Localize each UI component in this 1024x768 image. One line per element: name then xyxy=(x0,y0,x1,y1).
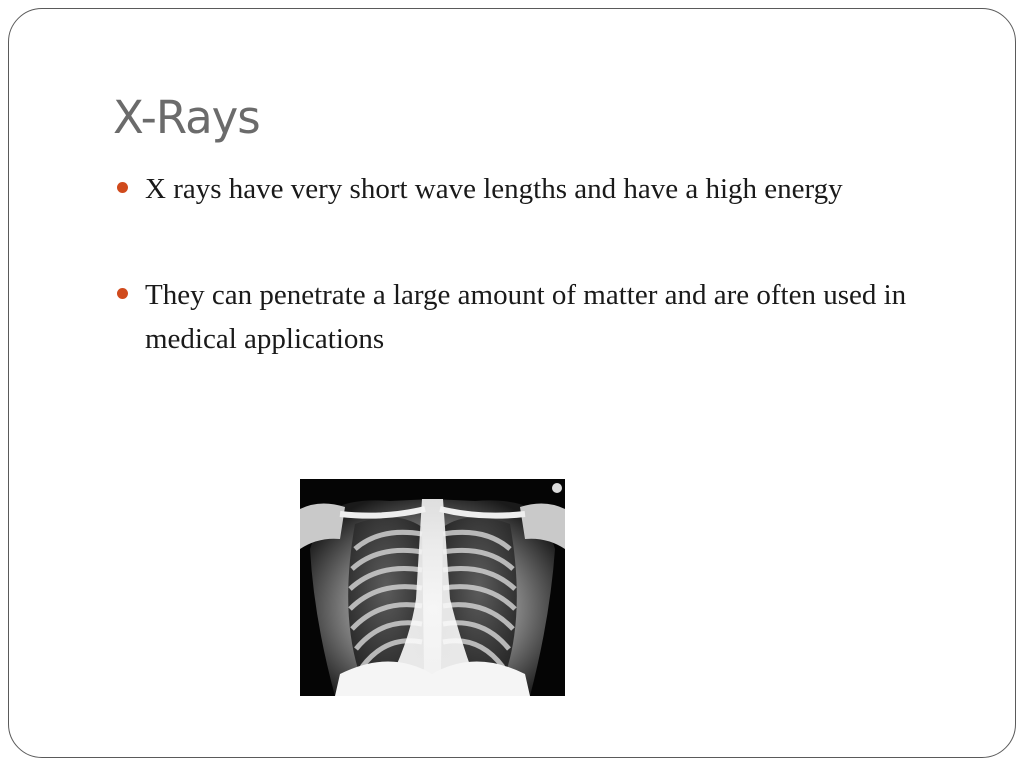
bullet-dot-icon xyxy=(117,288,128,299)
bullet-item xyxy=(113,273,933,361)
slide-frame xyxy=(8,8,1016,758)
slide-title: X-Rays xyxy=(113,91,260,144)
chest-xray-illustration xyxy=(300,479,565,696)
bullet-item xyxy=(113,167,933,211)
bullet-text: X rays have very short wave lengths and have a high energy xyxy=(145,173,843,205)
bullet-list xyxy=(113,167,933,361)
chest-xray-image xyxy=(300,479,565,696)
bullet-text: They can penetrate a large amount of matter and are often used in medical applications xyxy=(145,279,907,355)
bullet-dot-icon xyxy=(117,182,128,193)
